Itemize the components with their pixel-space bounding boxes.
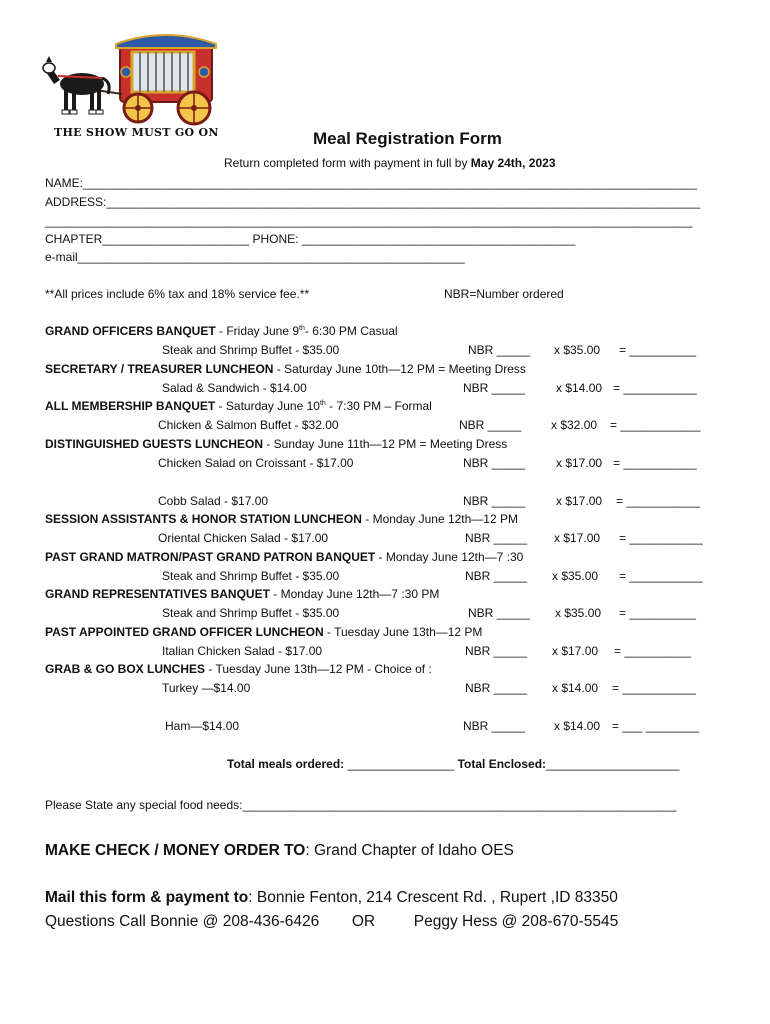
event-heading: ALL MEMBERSHIP BANQUET - Saturday June 10th - 7:30 PM – Formal — [45, 399, 432, 413]
line-total-input[interactable]: = ___ ________ — [612, 719, 700, 733]
total-enclosed-input[interactable]: ____________________ — [546, 757, 680, 771]
nbr-input[interactable]: NBR _____ — [463, 456, 526, 470]
total-enclosed-label: Total Enclosed: — [457, 757, 547, 771]
meal-item: Italian Chicken Salad - $17.00 — [162, 644, 323, 658]
nbr-input[interactable]: NBR _____ — [465, 644, 528, 658]
meal-price: x $17.00 — [556, 494, 603, 508]
check-value: : Grand Chapter of Idaho OES — [305, 842, 514, 859]
email-field[interactable]: e-mail__________________________________________________________ — [45, 250, 465, 264]
meal-item: Steak and Shrimp Buffet - $35.00 — [162, 606, 340, 620]
line-total-input[interactable]: = __________ — [619, 606, 697, 620]
event-heading: PAST APPOINTED GRAND OFFICER LUNCHEON - Tuesday June 13th—12 PM — [45, 625, 483, 639]
event-heading: SESSION ASSISTANTS & HONOR STATION LUNCHEON - Monday June 12th—12 PM — [45, 512, 518, 526]
subtitle-text: Return completed form with payment in full by — [224, 156, 471, 170]
event-heading: GRAND OFFICERS BANQUET - Friday June 9th- 6:30 PM Casual — [45, 324, 398, 338]
mail-value: : Bonnie Fenton, 214 Crescent Rd. , Rupert ,ID 83350 — [248, 889, 618, 906]
or-text: OR — [351, 913, 376, 930]
meal-price: x $32.00 — [551, 418, 598, 432]
mail-to — [45, 889, 618, 907]
logo-caption: THE SHOW MUST GO ON — [54, 126, 219, 139]
meal-item: Oriental Chicken Salad - $17.00 — [158, 531, 329, 545]
deadline-date: May 24th, 2023 — [470, 156, 556, 170]
line-total-input[interactable]: = ___________ — [613, 456, 697, 470]
meal-price: x $14.00 — [556, 381, 603, 395]
totals-row — [227, 757, 680, 772]
event-heading: DISTINGUISHED GUESTS LUNCHEON - Sunday June 11th—12 PM = Meeting Dress — [45, 437, 508, 451]
questions-line — [45, 913, 618, 931]
check-label: MAKE CHECK / MONEY ORDER TO — [45, 842, 306, 859]
page-title: Meal Registration Form — [313, 129, 502, 148]
line-total-input[interactable]: = ___________ — [619, 531, 703, 545]
address-field[interactable]: ADDRESS:_________________________________________________________________________________________ — [45, 195, 701, 209]
meal-price: x $17.00 — [552, 644, 599, 658]
name-field[interactable]: NAME:____________________________________________________________________________________________ — [45, 176, 697, 190]
nbr-input[interactable]: NBR _____ — [463, 494, 526, 508]
nbr-input[interactable]: NBR _____ — [459, 418, 522, 432]
page-subtitle — [224, 156, 556, 171]
nbr-input[interactable]: NBR _____ — [463, 381, 526, 395]
meal-item: Steak and Shrimp Buffet - $35.00 — [162, 343, 340, 357]
address-field-line2[interactable]: _________________________________________________________________________________________________ — [45, 214, 693, 228]
meal-item: Ham—$14.00 — [165, 719, 240, 733]
special-needs-field[interactable]: Please State any special food needs:_________________________________________________________________ — [45, 798, 677, 812]
event-heading: GRAB & GO BOX LUNCHES - Tuesday June 13th—12 PM - Choice of : — [45, 662, 432, 676]
nbr-input[interactable]: NBR _____ — [465, 531, 528, 545]
meal-price: x $35.00 — [552, 569, 599, 583]
meal-item: Chicken Salad on Croissant - $17.00 — [158, 456, 354, 470]
line-total-input[interactable]: = ___________ — [612, 681, 696, 695]
line-total-input[interactable]: = ___________ — [613, 381, 697, 395]
event-heading: GRAND REPRESENTATIVES BANQUET - Monday June 12th—7 :30 PM — [45, 587, 440, 601]
horse-wagon-icon — [42, 32, 218, 132]
nbr-input[interactable]: NBR _____ — [463, 719, 526, 733]
chapter-phone-field[interactable]: CHAPTER______________________ PHONE: _________________________________________ — [45, 232, 576, 246]
meal-item: Salad & Sandwich - $14.00 — [162, 381, 307, 395]
mail-label: Mail this form & payment to — [45, 889, 249, 906]
meal-price: x $35.00 — [554, 343, 601, 357]
event-heading: PAST GRAND MATRON/PAST GRAND PATRON BANQUET - Monday June 12th—7 :30 — [45, 550, 524, 564]
contact-peggy: Peggy Hess @ 208-670-5545 — [413, 913, 619, 930]
line-total-input[interactable]: = __________ — [619, 343, 697, 357]
meal-item: Cobb Salad - $17.00 — [158, 494, 269, 508]
line-total-input[interactable]: = ___________ — [619, 569, 703, 583]
total-meals-input[interactable]: ________________ — [344, 757, 458, 771]
meal-item: Turkey —$14.00 — [162, 681, 251, 695]
line-total-input[interactable]: = __________ — [614, 644, 692, 658]
nbr-input[interactable]: NBR _____ — [465, 681, 528, 695]
price-note: **All prices include 6% tax and 18% service fee.** — [45, 287, 310, 301]
meal-price: x $17.00 — [554, 531, 601, 545]
line-total-input[interactable]: = ___________ — [616, 494, 700, 508]
total-meals-label: Total meals ordered: — [227, 757, 345, 771]
nbr-input[interactable]: NBR _____ — [468, 343, 531, 357]
meal-price: x $17.00 — [556, 456, 603, 470]
nbr-note: NBR=Number ordered — [444, 287, 564, 301]
event-heading: SECRETARY / TREASURER LUNCHEON - Saturday June 10th—12 PM = Meeting Dress — [45, 362, 526, 376]
check-payable — [45, 842, 514, 860]
nbr-input[interactable]: NBR _____ — [465, 569, 528, 583]
meal-item: Chicken & Salmon Buffet - $32.00 — [158, 418, 339, 432]
meal-price: x $14.00 — [554, 719, 601, 733]
nbr-input[interactable]: NBR _____ — [468, 606, 531, 620]
line-total-input[interactable]: = ____________ — [610, 418, 701, 432]
meal-price: x $35.00 — [555, 606, 602, 620]
contact-bonnie: Questions Call Bonnie @ 208-436-6426 — [45, 913, 320, 930]
meal-item: Steak and Shrimp Buffet - $35.00 — [162, 569, 340, 583]
meal-price: x $14.00 — [552, 681, 599, 695]
